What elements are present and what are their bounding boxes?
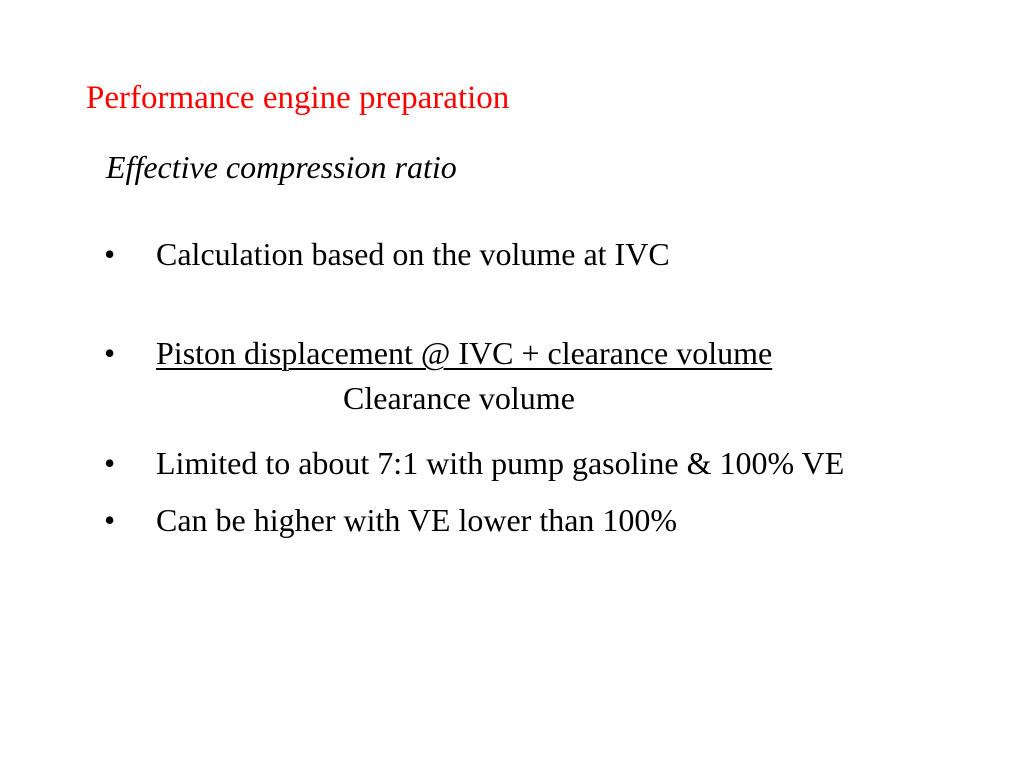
bullet-marker: •	[104, 445, 116, 481]
fraction-numerator: Piston displacement @ IVC + clearance volume	[156, 335, 773, 371]
bullet-text: Can be higher with VE lower than 100%	[156, 502, 678, 538]
bullet-marker: •	[104, 236, 116, 272]
fraction-denominator: Clearance volume	[343, 380, 575, 416]
slide-title: Performance engine preparation	[86, 80, 510, 116]
bullet-marker: •	[104, 502, 116, 538]
slide-subtitle: Effective compression ratio	[106, 149, 457, 185]
bullet-text: Calculation based on the volume at IVC	[156, 236, 670, 272]
bullet-text: Limited to about 7:1 with pump gasoline & 100% VE	[156, 445, 845, 481]
bullet-marker: •	[104, 335, 116, 371]
